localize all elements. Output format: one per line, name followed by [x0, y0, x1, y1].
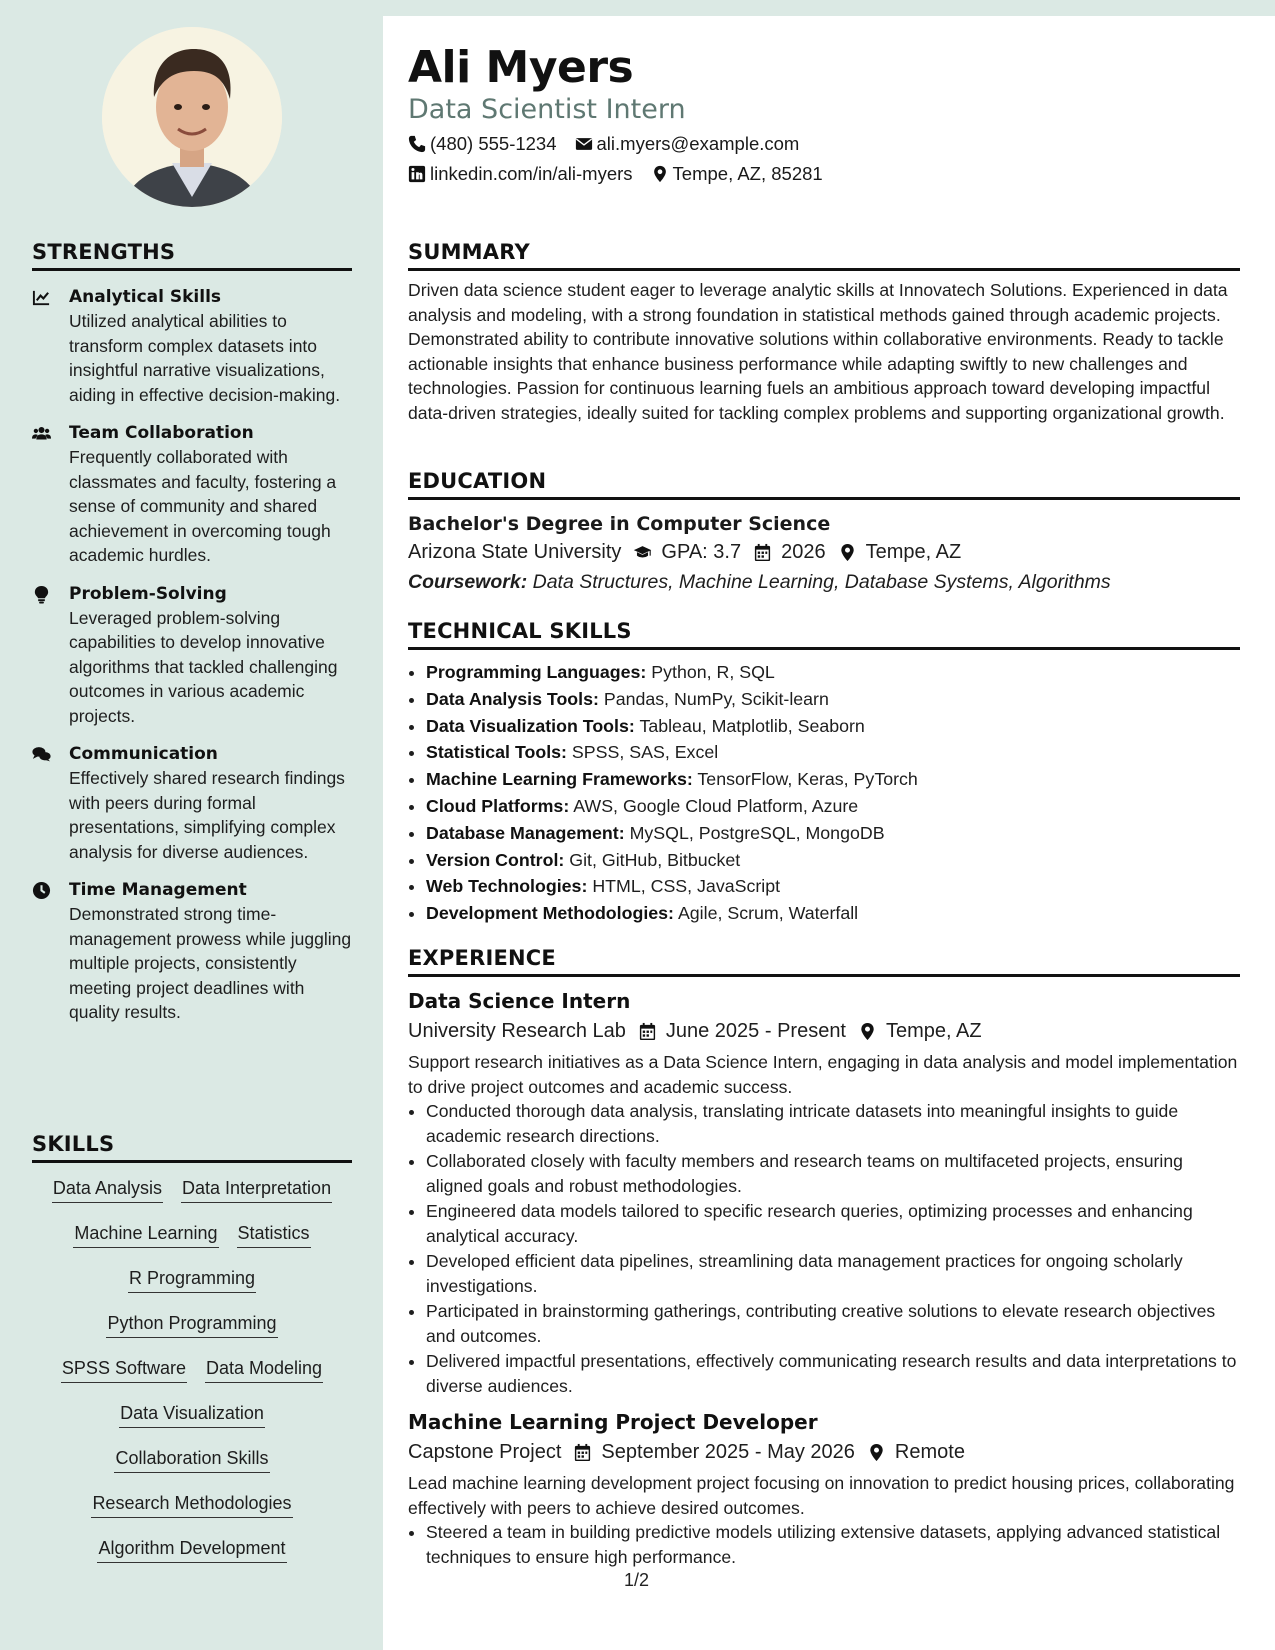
candidate-name: Ali Myers: [408, 42, 634, 93]
phone-icon: [408, 135, 426, 153]
strengths-section: [32, 240, 352, 1025]
job-entry: [408, 986, 1240, 1398]
envelope-icon: [575, 135, 593, 153]
list-item: [426, 659, 1240, 686]
location-contact: [651, 163, 823, 185]
map-pin-icon: [858, 1022, 877, 1041]
strengths-heading: STRENGTHS: [32, 240, 352, 271]
candidate-title: Data Scientist Intern: [408, 94, 686, 125]
strength-text: Utilized analytical abilities to transform complex datasets into insightful narrative visualizations, aiding in effective decision-making.: [69, 311, 341, 405]
skills-row: [32, 1176, 352, 1221]
skill-tag: Data Interpretation: [181, 1176, 332, 1203]
technical-skills-section: [408, 619, 1240, 927]
skills-row: [32, 1536, 352, 1581]
list-item: • Conducted thorough data analysis, translating intricate datasets into meaningful insights to guide academic research directions.: [426, 1099, 1240, 1148]
map-pin-icon: [838, 543, 857, 562]
year-text: 2026: [781, 541, 826, 563]
job-dates-item: [638, 1016, 846, 1046]
experience-heading: EXPERIENCE: [408, 946, 1240, 977]
skills-row: [32, 1356, 352, 1401]
phone-contact[interactable]: [408, 133, 557, 155]
strength-item: [32, 421, 352, 568]
degree-title: Bachelor's Degree in Computer Science: [408, 513, 831, 535]
location-text: Tempe, AZ, 85281: [672, 163, 823, 184]
list-item: [426, 766, 1240, 793]
list-item: [426, 820, 1240, 847]
strength-item: [32, 742, 352, 864]
job-meta: [408, 1016, 1240, 1046]
calendar-icon: [753, 543, 772, 562]
list-item: • Delivered impactful presentations, effectively communicating research results and data interpretations to diverse audiences.: [426, 1349, 1240, 1398]
edu-location-item: [838, 537, 962, 567]
skills-list: [32, 1176, 352, 1581]
job-description: Support research initiatives as a Data Science Intern, engaging in data analysis and model implementation to drive project outcomes and academic success.: [408, 1052, 1238, 1097]
strength-text: Effectively shared research findings with peers during formal presentations, simplifying complex analysis for diverse audiences.: [69, 768, 345, 862]
contact-row: [408, 163, 823, 185]
job-bullets: [408, 1520, 1240, 1569]
clock-icon: [32, 878, 69, 1025]
skill-tag: Machine Learning: [73, 1221, 218, 1248]
strength-item: [32, 878, 352, 1025]
skill-category: Development Methodologies:: [426, 903, 674, 924]
profile-photo: [102, 27, 282, 207]
skill-category: Web Technologies:: [426, 876, 588, 897]
job-location: Tempe, AZ: [886, 1020, 982, 1042]
edu-location-text: Tempe, AZ: [865, 541, 962, 563]
skill-tag: SPSS Software: [61, 1356, 187, 1383]
contact-row: [408, 133, 799, 155]
linkedin-text: linkedin.com/in/ali-myers: [430, 163, 633, 184]
list-item: • Engineered data models tailored to specific research queries, optimizing processes and enhancing analytical accuracy.: [426, 1199, 1240, 1248]
map-pin-icon: [867, 1443, 886, 1462]
technical-skills-heading: TECHNICAL SKILLS: [408, 619, 1240, 650]
skill-values: Pandas, NumPy, Scikit-learn: [603, 688, 829, 709]
skill-tag: Data Modeling: [205, 1356, 323, 1383]
list-item: [426, 739, 1240, 766]
skills-row: [32, 1401, 352, 1446]
skill-tag: Algorithm Development: [97, 1536, 286, 1563]
coursework-text: Data Structures, Machine Learning, Database Systems, Algorithms: [532, 571, 1111, 593]
comments-icon: [32, 742, 69, 864]
list-item: • Developed efficient data pipelines, streamlining data management practices for ongoing scholarly investigations.: [426, 1249, 1240, 1298]
skills-row: [32, 1221, 352, 1266]
job-org: Capstone Project: [408, 1441, 562, 1463]
skill-category: Data Visualization Tools:: [426, 715, 635, 736]
linkedin-contact[interactable]: [408, 163, 633, 185]
list-item: [426, 686, 1240, 713]
coursework-line: [408, 567, 1240, 597]
list-item: [426, 900, 1240, 927]
list-item: • Collaborated closely with faculty members and research teams on multifaceted projects, ensuring aligned goals and robust methodologies.: [426, 1149, 1240, 1198]
job-location: Remote: [894, 1441, 965, 1463]
job-meta: [408, 1437, 1240, 1467]
skill-category: Programming Languages:: [426, 662, 647, 682]
job-title: Data Science Intern: [408, 989, 631, 1013]
skill-tag: Collaboration Skills: [114, 1446, 269, 1473]
calendar-icon: [573, 1443, 592, 1462]
skill-tag: Data Visualization: [119, 1401, 265, 1428]
job-entry: [408, 1407, 1240, 1569]
list-item: • Participated in brainstorming gatherings, contributing creative solutions to elevate research objectives and outcomes.: [426, 1299, 1240, 1348]
skill-category: Statistical Tools:: [426, 742, 567, 763]
skill-category: Data Analysis Tools:: [426, 688, 599, 709]
list-item: [426, 713, 1240, 740]
email-contact[interactable]: [575, 133, 800, 155]
strength-item: [32, 582, 352, 729]
job-bullets: [408, 1099, 1240, 1398]
skills-row: [32, 1266, 352, 1311]
job-dates: September 2025 - May 2026: [601, 1441, 855, 1463]
skills-row: [32, 1311, 352, 1356]
skill-category: Machine Learning Frameworks:: [426, 769, 693, 790]
skills-row: [32, 1446, 352, 1491]
job-location-item: [867, 1437, 965, 1467]
job-location-item: [858, 1016, 982, 1046]
strength-text: Demonstrated strong time-management prowess while juggling multiple projects, consistently meeting project deadlines with quality results.: [69, 904, 352, 1022]
skill-values: MySQL, PostgreSQL, MongoDB: [629, 822, 885, 843]
skills-section: [32, 1132, 352, 1581]
users-icon: [32, 421, 69, 568]
skill-values: Tableau, Matplotlib, Seaborn: [639, 715, 865, 736]
skill-tag: R Programming: [128, 1266, 256, 1293]
gpa-item: [633, 537, 741, 567]
graduation-cap-icon: [633, 543, 652, 562]
strength-text: Frequently collaborated with classmates and faculty, fostering a sense of community and shared achievement in overcoming tough academic hurdles.: [69, 447, 337, 565]
lightbulb-icon: [32, 582, 69, 729]
skills-row: [32, 1491, 352, 1536]
skill-category: Cloud Platforms:: [426, 795, 570, 816]
education-section: [408, 469, 1240, 597]
technical-skills-list: [408, 659, 1240, 927]
skill-category: Database Management:: [426, 822, 625, 843]
experience-section: [408, 946, 1240, 1570]
skill-values: AWS, Google Cloud Platform, Azure: [573, 795, 859, 816]
skill-values: Agile, Scrum, Waterfall: [677, 903, 859, 924]
summary-text: Driven data science student eager to leverage analytic skills at Innovatech Solutions. Experienced in data analysis and modeling, with a strong foundation in statistical methods gained through academic projects. Demonstrated ability to contribute innovative solutions within collaborative environments. Ready to tackle actionable insights that enhance business performance while adapting swiftly to new challenges and technologies. Passion for continuous learning fuels an ambitious approach toward developing impactful data-driven strategies, ideally suited for tackling complex problems and supporting organizational growth.: [408, 280, 1228, 423]
list-item: [426, 847, 1240, 874]
summary-section: [408, 240, 1240, 425]
skill-tag: Python Programming: [106, 1311, 277, 1338]
list-item: [426, 793, 1240, 820]
year-item: [753, 537, 826, 567]
sidebar: [0, 0, 383, 1650]
top-band: [383, 0, 1275, 16]
list-item: • Steered a team in building predictive models utilizing extensive datasets, applying advanced statistical techniques to ensure high performance.: [426, 1520, 1240, 1569]
strength-item: [32, 285, 352, 407]
chart-line-icon: [32, 285, 69, 407]
email-text: ali.myers@example.com: [596, 133, 800, 154]
coursework-label: Coursework:: [408, 571, 528, 593]
map-pin-icon: [651, 165, 669, 183]
skill-tag: Data Analysis: [52, 1176, 163, 1203]
strength-title: Problem-Solving: [69, 583, 227, 604]
strength-title: Time Management: [69, 880, 247, 900]
education-heading: EDUCATION: [408, 469, 1240, 500]
job-description: Lead machine learning development project focusing on innovation to predict housing prices, collaborating effectively with peers to achieve desired outcomes.: [408, 1473, 1235, 1518]
strength-title: Analytical Skills: [69, 287, 222, 307]
strength-title: Team Collaboration: [69, 423, 254, 443]
school-name: Arizona State University: [408, 541, 622, 563]
gpa-text: GPA: 3.7: [661, 541, 742, 563]
summary-heading: SUMMARY: [408, 240, 1240, 271]
strength-text: Leveraged problem-solving capabilities to develop innovative algorithms that tackled challenging outcomes in various academic projects.: [69, 607, 338, 726]
skill-values: Python, R, SQL: [651, 662, 775, 682]
skill-values: Git, GitHub, Bitbucket: [569, 849, 741, 870]
list-item: [426, 873, 1240, 900]
skills-heading: SKILLS: [32, 1132, 352, 1163]
calendar-icon: [638, 1022, 657, 1041]
job-org: University Research Lab: [408, 1020, 626, 1042]
job-title: Machine Learning Project Developer: [408, 1410, 818, 1434]
phone-text: (480) 555-1234: [430, 133, 557, 154]
skill-category: Version Control:: [426, 849, 565, 870]
education-meta: [408, 537, 1240, 567]
page-number: 1/2: [624, 1570, 650, 1590]
skill-values: TensorFlow, Keras, PyTorch: [697, 769, 918, 790]
skill-tag: Research Methodologies: [91, 1491, 292, 1518]
skill-values: HTML, CSS, JavaScript: [592, 876, 781, 897]
job-dates-item: [573, 1437, 855, 1467]
strength-title: Communication: [69, 744, 218, 764]
skill-tag: Statistics: [237, 1221, 311, 1248]
skill-values: SPSS, SAS, Excel: [571, 742, 719, 763]
linkedin-icon: [408, 165, 426, 183]
job-dates: June 2025 - Present: [665, 1020, 846, 1042]
